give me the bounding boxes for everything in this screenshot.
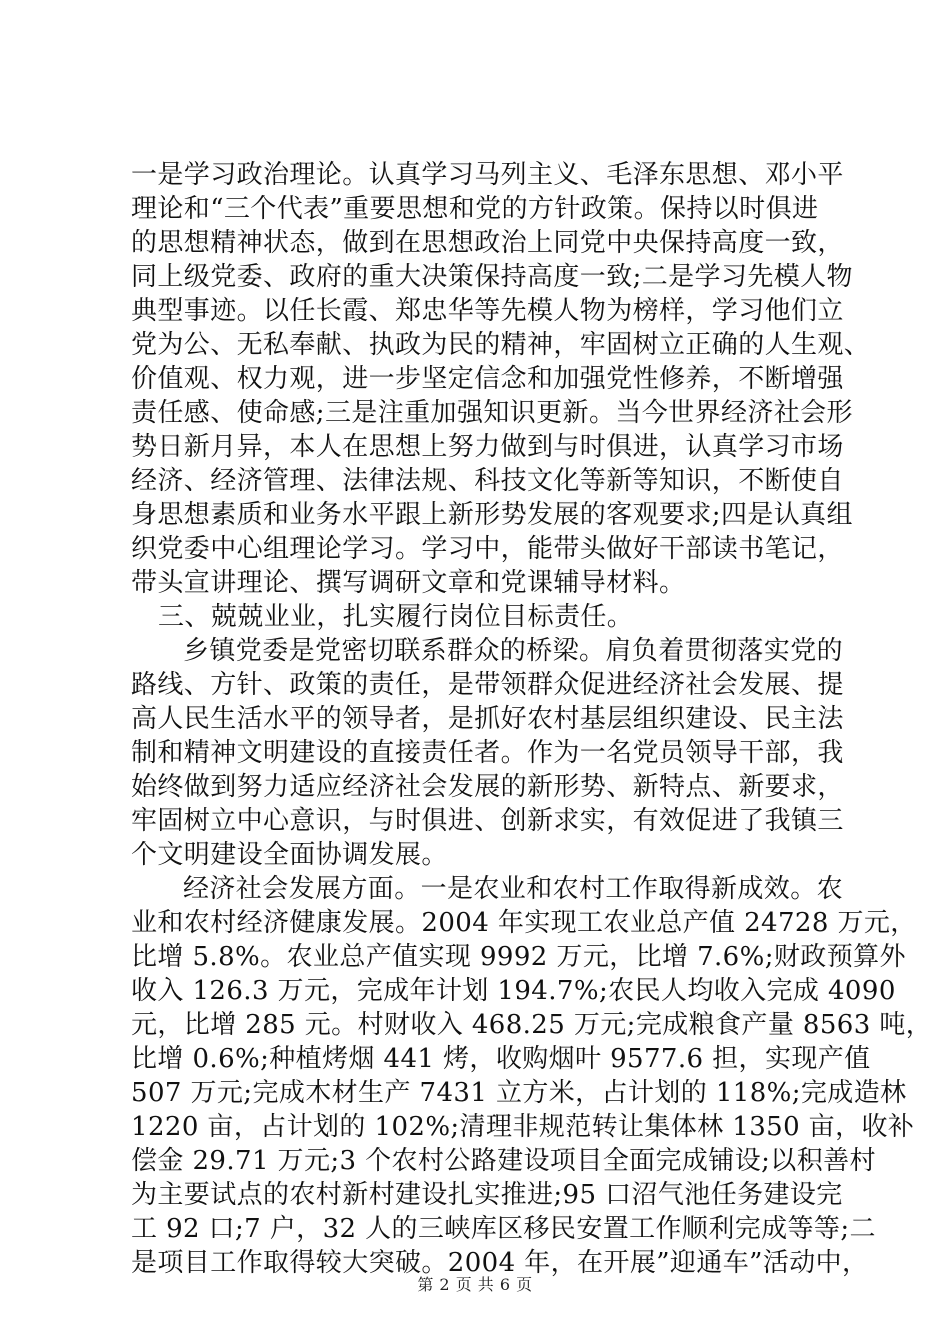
text-line: 比增 5.8%。农业总产值实现 9992 万元，比增 7.6%;财政预算外 xyxy=(131,942,906,972)
text-line: 带头宣讲理论、撰写调研文章和党课辅导材料。 xyxy=(131,568,686,598)
text-line: 元，比增 285 元。村财收入 468.25 万元;完成粮食产量 8563 吨， xyxy=(131,1010,933,1040)
body-text xyxy=(131,158,933,1280)
text-line: 的思想精神状态，做到在思想政治上同党中央保持高度一致， xyxy=(131,228,844,258)
text-line: 牢固树立中心意识，与时俱进、创新求实，有效促进了我镇三 xyxy=(131,806,844,836)
text-line: 价值观、权力观，进一步坚定信念和加强党性修养，不断增强 xyxy=(131,364,844,394)
text-line: 工 92 口;7 户，32 人的三峡库区移民安置工作顺利完成等等;二 xyxy=(131,1214,876,1244)
text-line: 一是学习政治理论。认真学习马列主义、毛泽东思想、邓小平 xyxy=(131,160,844,190)
text-line: 同上级党委、政府的重大决策保持高度一致;二是学习先模人物 xyxy=(131,262,853,292)
text-line: 收入 126.3 万元，完成年计划 194.7%;农民人均收入完成 4090 xyxy=(131,976,896,1006)
text-line: 势日新月异，本人在思想上努力做到与时俱进，认真学习市场 xyxy=(131,432,844,462)
text-line: 个文明建设全面协调发展。 xyxy=(131,840,448,870)
text-line: 路线、方针、政策的责任，是带领群众促进经济社会发展、提 xyxy=(131,670,844,700)
text-line: 责任感、使命感;三是注重加强知识更新。当今世界经济社会形 xyxy=(131,398,853,428)
text-line: 经济、经济管理、法律法规、科技文化等新等知识，不断使自 xyxy=(131,466,844,496)
text-line: 是项目工作取得较大突破。2004 年，在开展”迎通车”活动中， xyxy=(131,1248,869,1278)
text-line: 偿金 29.71 万元;3 个农村公路建设项目全面完成铺设;以积善村 xyxy=(131,1146,876,1176)
text-line: 党为公、无私奉献、执政为民的精神，牢固树立正确的人生观、 xyxy=(131,330,871,360)
text-line: 典型事迹。以任长霞、郑忠华等先模人物为榜样，学习他们立 xyxy=(131,296,844,326)
text-line: 业和农村经济健康发展。2004 年实现工农业总产值 24728 万元， xyxy=(131,908,917,938)
section-heading: 三、兢兢业业，扎实履行岗位目标责任。 xyxy=(158,602,634,632)
paragraph-start: 乡镇党委是党密切联系群众的桥梁。肩负着贯彻落实党的 xyxy=(183,636,844,666)
text-line: 身思想素质和业务水平跟上新形势发展的客观要求;四是认真组 xyxy=(131,500,853,530)
text-line: 比增 0.6%;种植烤烟 441 烤，收购烟叶 9577.6 担，实现产值 xyxy=(131,1044,871,1074)
paragraph-start: 经济社会发展方面。一是农业和农村工作取得新成效。农 xyxy=(183,874,844,904)
text-line: 制和精神文明建设的直接责任者。作为一名党员领导干部，我 xyxy=(131,738,844,768)
page-footer: 第 2 页 共 6 页 xyxy=(417,1275,533,1294)
text-line: 始终做到努力适应经济社会发展的新形势、新特点、新要求， xyxy=(131,772,844,802)
text-line: 理论和“三个代表”重要思想和党的方针政策。保持以时俱进 xyxy=(131,194,819,224)
text-line: 为主要试点的农村新村建设扎实推进;95 口沼气池任务建设完 xyxy=(131,1180,843,1210)
text-line: 1220 亩，占计划的 102%;清理非规范转让集体林 1350 亩，收补 xyxy=(131,1112,915,1142)
text-line: 高人民生活水平的领导者，是抓好农村基层组织建设、民主法 xyxy=(131,704,844,734)
text-line: 织党委中心组理论学习。学习中，能带头做好干部读书笔记， xyxy=(131,534,844,564)
text-line: 507 万元;完成木材生产 7431 立方米，占计划的 118%;完成造林 xyxy=(131,1078,907,1108)
